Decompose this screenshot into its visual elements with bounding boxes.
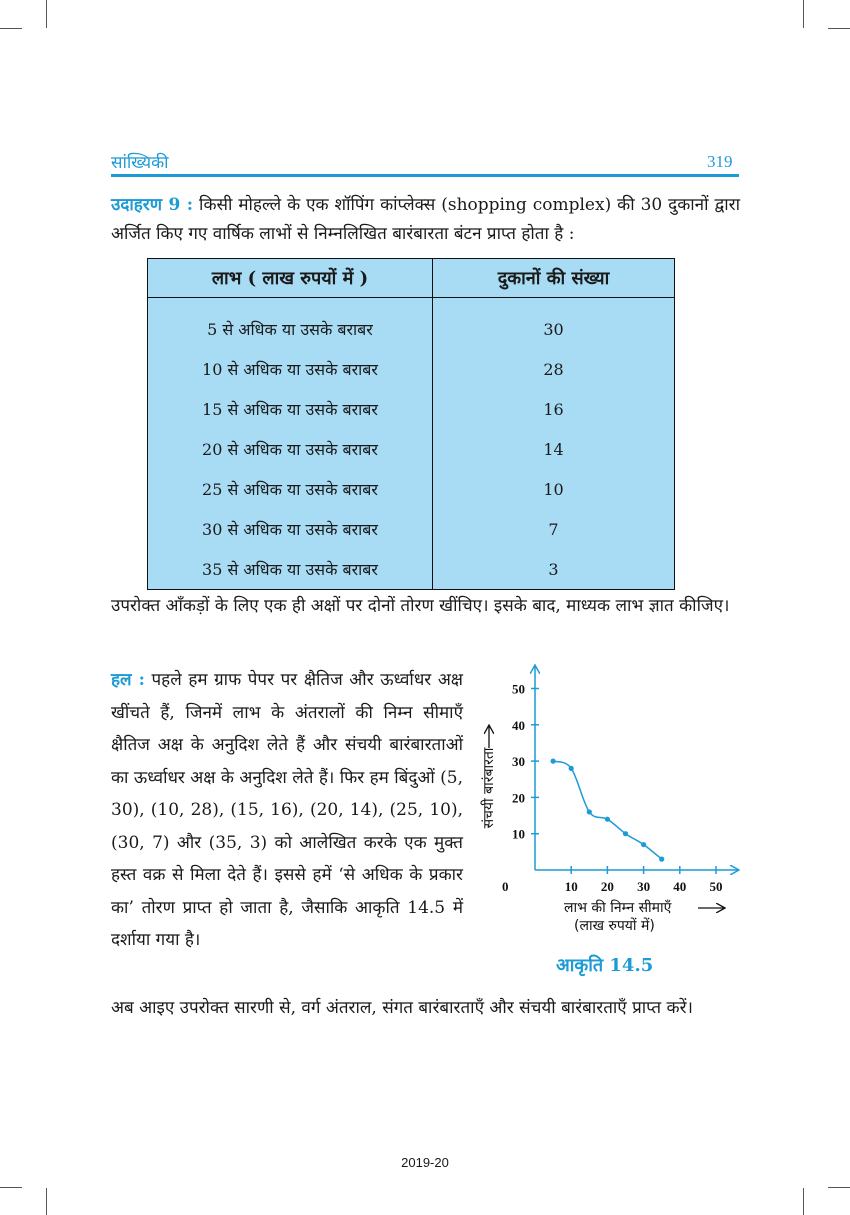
closing-paragraph: अब आइए उपरोक्त सारणी से, वर्ग अंतराल, संगत बारंबारताएँ और संचयी बारंबारताएँ प्राप्त करें। — [111, 998, 693, 1018]
x-tick-label: 20 — [600, 879, 614, 894]
table-cell-shops: 3 — [548, 559, 559, 579]
x-tick-label: 50 — [709, 879, 723, 894]
table-cell-profit: 10 से अधिक या उसके बराबर — [148, 349, 433, 389]
table-cell-profit: 25 से अधिक या उसके बराबर — [148, 469, 433, 509]
table-cell-shops: 7 — [548, 519, 559, 539]
crop-mark — [46, 0, 47, 28]
solution-label: हल : — [111, 670, 145, 690]
table-row — [148, 429, 675, 469]
figure-caption: आकृति 14.5 — [556, 955, 654, 976]
solution-text: पहले हम ग्राफ पेपर पर क्षैतिज और ऊर्ध्वाधर अक्ष खींचते हैं, जिनमें लाभ के अंतरालों की निम्न सीमाएँ क्षैतिज अक्ष के अनुदिश लेते हैं और संचयी बारंबारताओं का ऊर्ध्वाधर अक्ष के अनुदिश लेते हैं। फिर हम बिंदुओं (5, 30), (10, 28), (15, 16), (20, 14), (25, 10), (30, 7) और (35, 3) को आलेखित करके एक मुक्त हस्त वक्र से मिला देते हैं। इससे हमें ‘से अधिक के प्रकार का’ तोरण प्राप्त हो जाता है, जैसाकि आकृति 14.5 में दर्शाया गया है। — [111, 670, 463, 950]
crop-mark — [0, 28, 22, 29]
y-tick-label: 10 — [512, 826, 525, 842]
frequency-table — [147, 258, 675, 590]
data-point — [551, 759, 556, 764]
table-cell-shops: 16 — [543, 399, 564, 419]
x-tick-label: 10 — [564, 879, 578, 894]
solution-paragraph — [111, 664, 463, 957]
table-row — [148, 298, 675, 350]
crop-mark — [803, 1188, 804, 1215]
y-tick-label: 40 — [512, 717, 525, 733]
header-rule — [111, 174, 739, 177]
table-cell-profit: 30 से अधिक या उसके बराबर — [148, 509, 433, 549]
crop-mark — [0, 1187, 22, 1188]
data-point — [623, 831, 628, 836]
running-header-title: सांख्यिकी — [111, 153, 169, 173]
crop-mark — [828, 1187, 850, 1188]
table-row — [148, 509, 675, 549]
y-tick-label: 30 — [512, 754, 525, 770]
data-point — [605, 817, 610, 822]
page-number: 319 — [707, 152, 733, 171]
crop-mark — [803, 0, 804, 28]
crop-mark — [828, 28, 850, 29]
table-cell-shops: 10 — [543, 479, 564, 499]
table-row — [148, 349, 675, 389]
table-row — [148, 389, 675, 429]
question-paragraph: उपरोक्त आँकड़ों के लिए एक ही अक्षों पर दोनों तोरण खींचिए। इसके बाद, माध्यक लाभ ज्ञात कीजिए। — [111, 596, 730, 616]
data-point — [641, 842, 646, 847]
data-point — [569, 766, 574, 771]
table-cell-profit: 15 से अधिक या उसके बराबर — [148, 389, 433, 429]
x-tick-label: 40 — [673, 879, 687, 894]
table-cell-shops: 14 — [543, 439, 564, 459]
table-header-profit: लाभ ( लाख रुपयों में ) — [148, 259, 433, 298]
table-header-shops: दुकानों की संख्या — [433, 259, 675, 298]
y-axis-label: संचयी बारंबारता — [481, 747, 497, 829]
data-point — [587, 809, 592, 814]
footer-year: 2019-20 — [401, 1155, 449, 1170]
table-cell-profit: 5 से अधिक या उसके बराबर — [148, 298, 433, 350]
table-row — [148, 469, 675, 509]
x-axis-sublabel: (लाख रुपयों में) — [574, 918, 655, 934]
x-tick-label: 0 — [502, 879, 509, 894]
x-tick-label: 30 — [637, 879, 651, 894]
table-cell-shops: 30 — [543, 319, 564, 339]
table-cell-profit: 20 से अधिक या उसके बराबर — [148, 429, 433, 469]
x-axis-label: लाभ की निम्न सीमाएँ — [564, 900, 672, 916]
table-row — [148, 549, 675, 590]
y-tick-label: 20 — [512, 790, 525, 806]
table-cell-profit: 35 से अधिक या उसके बराबर — [148, 549, 433, 590]
ogive-chart — [476, 660, 746, 950]
example-text: किसी मोहल्ले के एक शॉपिंग कांप्लेक्स (shopping complex) की 30 दुकानों द्वारा अर्जित किए गए वार्षिक लाभों से निम्नलिखित बारंबारता बंटन प्राप्त होता है : — [111, 195, 740, 244]
y-tick-label: 50 — [512, 681, 525, 697]
data-point — [659, 857, 664, 862]
crop-mark — [46, 1188, 47, 1215]
example-paragraph — [111, 191, 740, 249]
example-label: उदाहरण 9 : — [111, 195, 194, 215]
table-cell-shops: 28 — [543, 359, 564, 379]
